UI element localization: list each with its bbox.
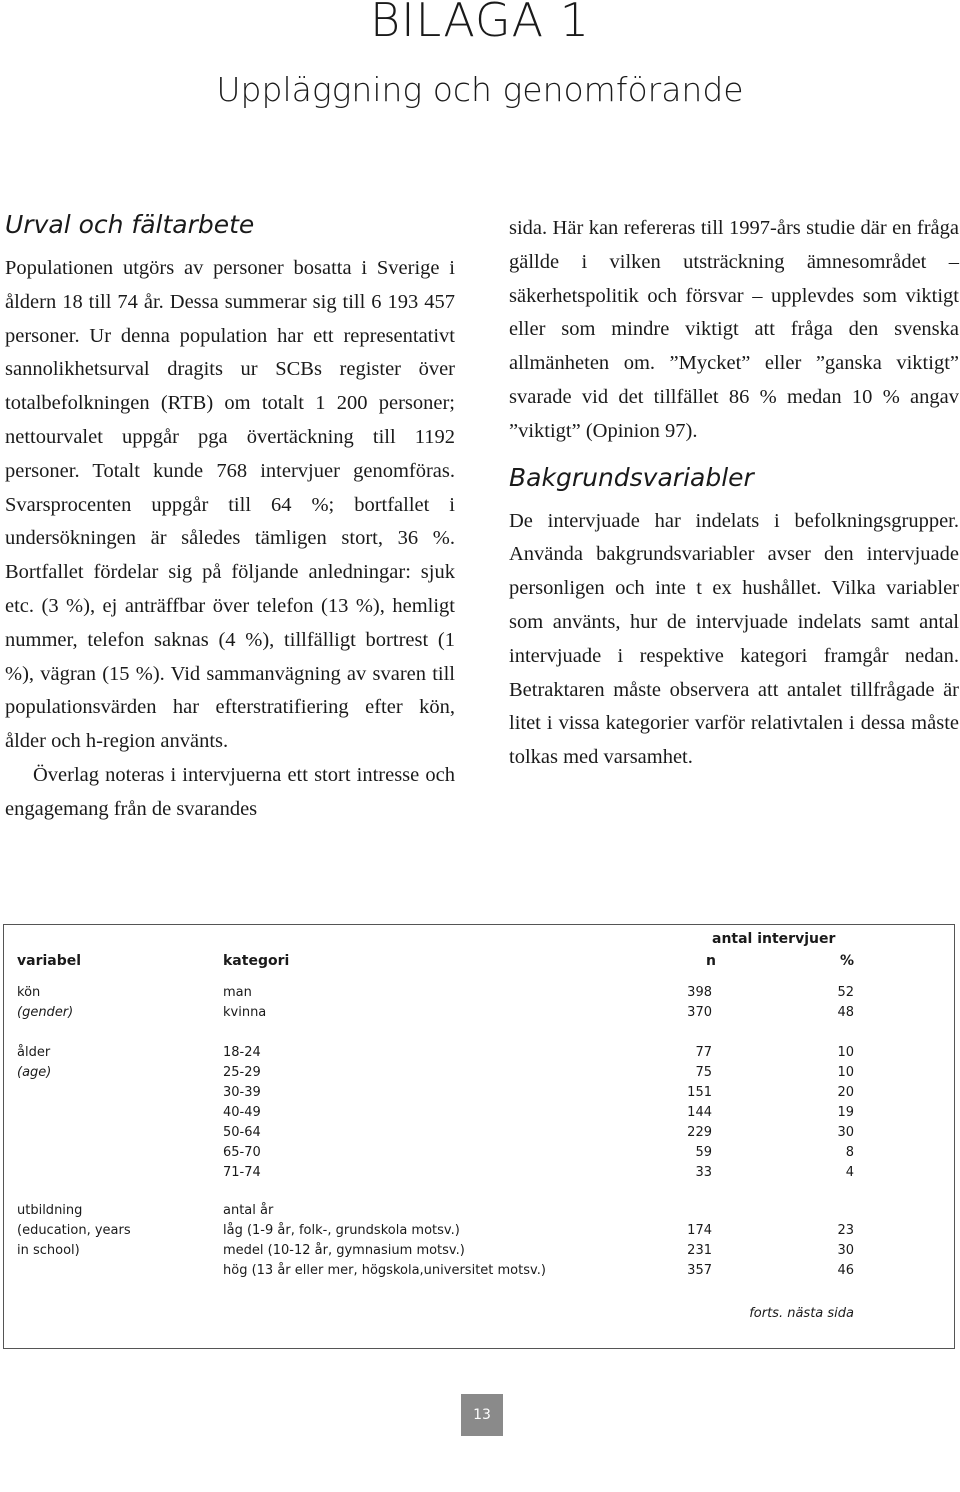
footnote-continued: forts. nästa sida bbox=[749, 1306, 854, 1321]
page-number: 13 bbox=[461, 1394, 503, 1436]
percent-cell: 10 bbox=[837, 1065, 854, 1080]
count-cell: 59 bbox=[695, 1145, 712, 1160]
count-cell: 75 bbox=[695, 1065, 712, 1080]
percent-cell: 30 bbox=[837, 1125, 854, 1140]
category-label: 40-49 bbox=[223, 1105, 261, 1120]
category-label: antal år bbox=[223, 1203, 274, 1218]
percent-cell: 20 bbox=[837, 1085, 854, 1100]
percent-cell: 8 bbox=[845, 1145, 854, 1160]
variable-label: (gender) bbox=[17, 1005, 74, 1020]
variable-label: (age) bbox=[17, 1065, 52, 1080]
count-cell: 370 bbox=[687, 1005, 712, 1020]
count-cell: 398 bbox=[687, 985, 712, 1000]
background-variables-table bbox=[3, 924, 955, 1349]
header-percent: % bbox=[839, 953, 854, 969]
count-cell: 33 bbox=[695, 1165, 712, 1180]
header-kategori: kategori bbox=[223, 953, 290, 969]
count-cell: 229 bbox=[687, 1125, 712, 1140]
right-column bbox=[509, 212, 959, 775]
header-antal-intervjuer: antal intervjuer bbox=[712, 931, 836, 947]
section-title-urval: Urval och fältarbete bbox=[5, 210, 255, 239]
percent-cell: 52 bbox=[837, 985, 854, 1000]
percent-cell: 19 bbox=[837, 1105, 854, 1120]
category-label: hög (13 år eller mer, högskola,universitet motsv.) bbox=[223, 1263, 546, 1278]
count-cell: 174 bbox=[687, 1223, 712, 1238]
percent-cell: 46 bbox=[837, 1263, 854, 1278]
section-title-bakgrund: Bakgrundsvariabler bbox=[509, 462, 754, 492]
appendix-subtitle: Uppläggning och genomförande bbox=[216, 70, 744, 109]
header-n: n bbox=[706, 953, 716, 969]
variable-label: ålder bbox=[17, 1045, 51, 1060]
category-label: 18-24 bbox=[223, 1045, 261, 1060]
percent-cell: 10 bbox=[837, 1045, 854, 1060]
count-cell: 357 bbox=[687, 1263, 712, 1278]
category-label: låg (1-9 år, folk-, grundskola motsv.) bbox=[223, 1223, 460, 1238]
category-label: 65-70 bbox=[223, 1145, 261, 1160]
paragraph-bakgrund: De intervjuade har indelats i befolkningsgrupper. Använda bakgrundsvariabler avser den intervjuade personligen och inte t ex hushållet. Vilka variabler som använts, hur de intervjuade indelats samt antal intervjuade i respektive kategori framgår nedan. Betraktaren måste observera att antalet tillfrågade är litet i vissa kategorier varför relativtalen i dessa måste tolkas med varsamhet. bbox=[509, 509, 959, 769]
percent-cell: 30 bbox=[837, 1243, 854, 1258]
count-cell: 144 bbox=[687, 1105, 712, 1120]
variable-label: kön bbox=[17, 985, 41, 1000]
paragraph-urval: Populationen utgörs av personer bosatta i Sverige i åldern 18 till 74 år. Dessa summerar sig till 6 193 457 personer. Ur denna population har ett representativt sannolikhetsurval dragits ur SCBs register över totalbefolkningen (RTB) om totalt 1 200 personer; nettourvalet uppgår pga övertäckning till 1192 personer. Totalt kunde 768 intervjuer genomföras. Svarsprocenten uppgår till 64 %; bortfallet i undersökningen är således tämligen stort, 36 %. Bortfallet fördelar sig på följande anledningar: sjuk etc. (3 %), ej anträffbar över telefon (13 %), hemligt nummer, telefon saknas (4 %), tillfälligt bortrest (1 %), vägran (15 %). Vid sammanvägning av svaren till populationsvärden har efterstratifiering efter kön, ålder och h-region använts. bbox=[5, 257, 455, 753]
appendix-title: BILAGA 1 bbox=[369, 0, 591, 47]
paragraph-overlag: Överlag noteras i intervjuerna ett stort intresse och engagemang från de svarandes bbox=[5, 763, 455, 820]
category-label: 50-64 bbox=[223, 1125, 261, 1140]
variable-label: in school) bbox=[17, 1243, 80, 1258]
count-cell: 77 bbox=[695, 1045, 712, 1060]
category-label: kvinna bbox=[223, 1005, 267, 1020]
category-label: man bbox=[223, 985, 252, 1000]
variable-label: utbildning bbox=[17, 1203, 83, 1218]
variable-label: (education, years bbox=[17, 1223, 131, 1238]
category-label: 71-74 bbox=[223, 1165, 261, 1180]
count-cell: 151 bbox=[687, 1085, 712, 1100]
header-variabel: variabel bbox=[17, 953, 82, 969]
percent-cell: 48 bbox=[837, 1005, 854, 1020]
category-label: medel (10-12 år, gymnasium motsv.) bbox=[223, 1243, 465, 1258]
count-cell: 231 bbox=[687, 1243, 712, 1258]
paragraph-continued: sida. Här kan refereras till 1997-års studie där en fråga gällde i vilken utsträckning ämnesområdet – säkerhetspolitik och försvar – upplevdes som viktigt eller som mindre viktigt att fråga den svenska allmänheten om. ”Mycket” eller ”ganska viktigt” svarade vid det tillfället 86 % medan 10 % angav ”viktigt” (Opinion 97). bbox=[509, 217, 959, 442]
left-column bbox=[5, 208, 455, 827]
percent-cell: 23 bbox=[837, 1223, 854, 1238]
category-label: 30-39 bbox=[223, 1085, 261, 1100]
percent-cell: 4 bbox=[845, 1165, 854, 1180]
category-label: 25-29 bbox=[223, 1065, 261, 1080]
